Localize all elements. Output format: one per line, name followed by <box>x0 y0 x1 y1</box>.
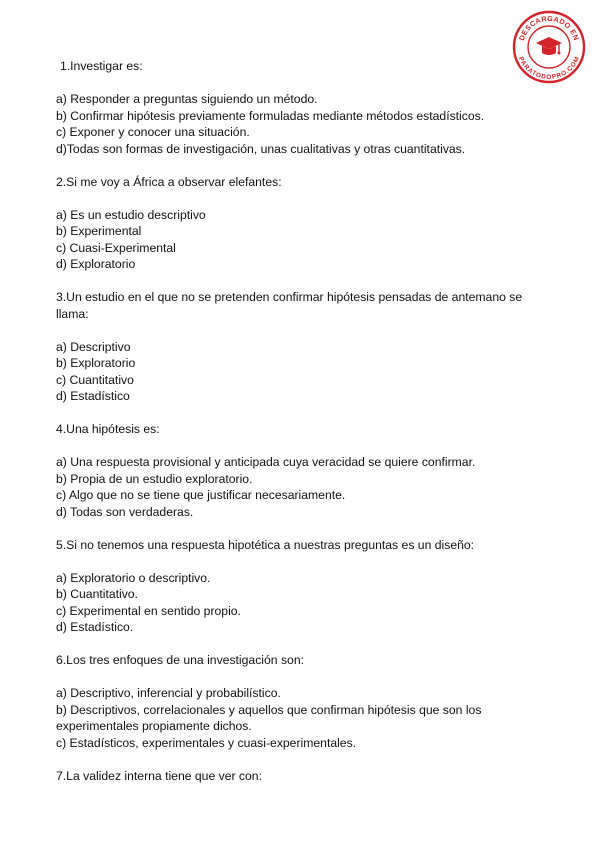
option-a: a) Descriptivo, inferencial y probabilístico. <box>56 686 281 700</box>
question-5 <box>56 537 546 636</box>
option-b: b) Confirmar hipótesis previamente formuladas mediante métodos estadísticos. <box>56 108 485 123</box>
question-title: 3.Un estudio en el que no se pretenden confirmar hipótesis pensadas de antemano se llama: <box>56 290 523 321</box>
question-title: 4.Una hipótesis es: <box>56 422 160 436</box>
question-title: 1.Investigar es: <box>60 59 143 73</box>
question-6 <box>56 652 546 751</box>
option-d: d)Todas son formas de investigación, unas cualitativas y otras cuantitativas. <box>56 141 466 156</box>
question-title: 2.Si me voy a África a observar elefantes: <box>56 174 282 189</box>
option-c: c) Estadísticos, experimentales y cuasi-experimentales. <box>56 735 357 750</box>
option-a: a) Descriptivo <box>56 339 131 354</box>
question-2 <box>56 174 546 273</box>
question-7 <box>56 768 546 785</box>
option-b: b) Propia de un estudio exploratorio. <box>56 471 253 486</box>
question-4 <box>56 421 546 520</box>
option-c: c) Experimental en sentido propio. <box>56 603 241 618</box>
option-d: d) Estadístico. <box>56 620 134 634</box>
option-c: c) Cuasi-Experimental <box>56 240 176 255</box>
document-body <box>56 58 546 801</box>
option-b: b) Cuantitativo. <box>56 587 138 601</box>
option-b: b) Exploratorio <box>56 356 136 370</box>
option-c: c) Exponer y conocer una situación. <box>56 125 250 139</box>
stamp-text-bottom: PARATODOPRO.COM <box>516 55 582 82</box>
stamp-text-top: DESCARGADO EN <box>516 13 582 42</box>
question-title: 5.Si no tenemos una respuesta hipotética a nuestras preguntas es un diseño: <box>56 537 475 552</box>
option-c: c) Cuantitativo <box>56 372 134 387</box>
option-d: d) Todas son verdaderas. <box>56 504 194 519</box>
option-d: d) Exploratorio <box>56 257 136 271</box>
option-a: a) Exploratorio o descriptivo. <box>56 570 211 585</box>
option-b: b) Descriptivos, correlacionales y aquellos que confirman hipótesis que son los experimentales propiamente dichos. <box>56 702 482 733</box>
option-a: a) Responder a preguntas siguiendo un método. <box>56 92 318 106</box>
option-a: a) Es un estudio descriptivo <box>56 207 206 222</box>
question-1 <box>56 58 546 157</box>
option-c: c) Algo que no se tiene que justificar necesariamente. <box>56 488 346 502</box>
question-title: 6.Los tres enfoques de una investigación son: <box>56 653 304 667</box>
question-3 <box>56 289 546 405</box>
option-b: b) Experimental <box>56 224 142 238</box>
option-a: a) Una respuesta provisional y anticipada cuya veracidad se quiere confirmar. <box>56 455 476 469</box>
option-d: d) Estadístico <box>56 389 130 403</box>
question-title: 7.La validez interna tiene que ver con: <box>56 768 262 783</box>
